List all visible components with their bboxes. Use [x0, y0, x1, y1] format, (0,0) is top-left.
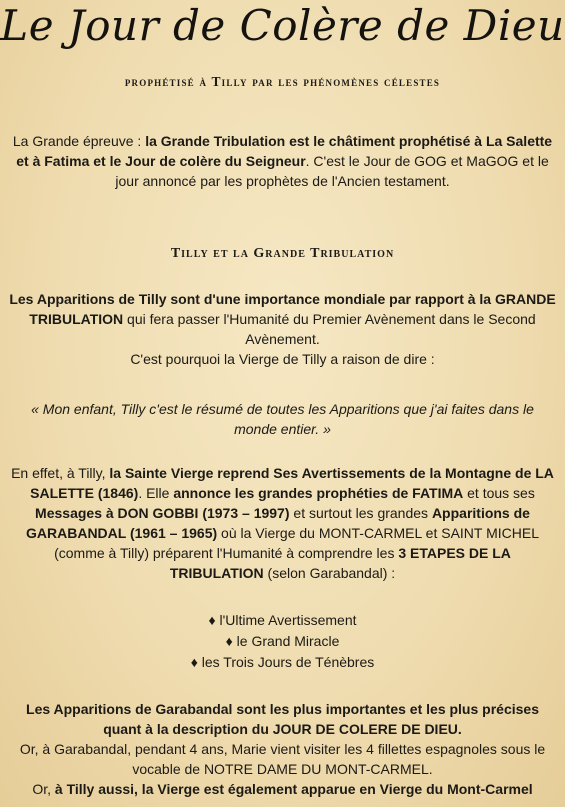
- intro-paragraph: [8, 131, 557, 191]
- list-item: ♦ l'Ultime Avertissement: [208, 612, 357, 628]
- paragraph-tilly: [8, 463, 557, 583]
- p2-s6: Messages à DON GOBBI (1973 – 1997): [35, 505, 290, 521]
- p2-s5: et tous ses: [463, 485, 535, 501]
- p3-text-b: Or, à Garabandal, pendant 4 ans, Marie vient visiter les 4 fillettes espagnoles sous le vocable de NOTRE DAME DU MONT-CARMEL.: [19, 741, 546, 777]
- intro-text-a: La Grande épreuve :: [12, 133, 146, 149]
- p2-s10: 3 ETAPES DE LA TRIBULATION: [169, 545, 511, 581]
- list-item: ♦ le Grand Miracle: [225, 633, 340, 649]
- p3-text-c: Or,: [32, 781, 55, 797]
- tribulation-steps-list: [8, 610, 557, 673]
- p2-s11: (selon Garabandal) :: [263, 565, 396, 581]
- p3-text-d: à Tilly aussi, la Vierge est également apparue en Vierge du Mont-Carmel: [54, 781, 533, 797]
- p2-s1: En effet, à Tilly,: [11, 465, 110, 481]
- section-heading: Tilly et la Grande Tribulation: [170, 246, 395, 261]
- quote-paragraph: « Mon enfant, Tilly c'est le résumé de toutes les Apparitions que j'ai faites dans le monde entier. »: [31, 401, 534, 437]
- p2-s3: . Elle: [138, 485, 174, 501]
- p3-text-a: Les Apparitions de Garabandal sont les plus importantes et les plus précises quant à la description du JOUR DE COLERE DE DIEU.: [26, 701, 539, 737]
- p2-s2: la Sainte Vierge reprend Ses Avertissements de la Montagne de LA SALETTE (1846): [30, 465, 554, 501]
- p2-s7: et surtout les grandes: [289, 505, 432, 521]
- p2-s4: annonce les grandes prophéties de FATIMA: [173, 485, 464, 501]
- p1-text-a: Les Apparitions de Tilly sont d'une importance mondiale par rapport à la GRANDE TRIBULATION: [9, 291, 556, 327]
- paragraph-garabandal: [8, 699, 557, 799]
- page-title: Le Jour de Colère de Dieu: [0, 1, 565, 50]
- page-subtitle: prophétisé à Tilly par les phénomènes célestes: [124, 74, 441, 89]
- list-item: ♦ les Trois Jours de Ténèbres: [190, 654, 375, 670]
- p1-text-c: C'est pourquoi la Vierge de Tilly a raison de dire :: [130, 351, 435, 367]
- p2-s9: où la Vierge du MONT-CARMEL et SAINT MICHEL (comme à Tilly) préparent l'Humanité à comprendre les: [54, 525, 539, 561]
- paragraph-importance: [8, 289, 557, 369]
- p1-text-b: qui fera passer l'Humanité du Premier Avènement dans le Second Avènement.: [123, 311, 536, 347]
- intro-text-b: la Grande Tribulation est le châtiment prophétisé à La Salette et à Fatima et le Jour de colère du Seigneur: [16, 133, 553, 169]
- intro-text-c: . C'est le Jour de GOG et MaGOG et le jour annoncé par les prophètes de l'Ancien testament.: [115, 153, 549, 189]
- p2-s8: Apparitions de GARABANDAL (1961 – 1965): [26, 505, 530, 541]
